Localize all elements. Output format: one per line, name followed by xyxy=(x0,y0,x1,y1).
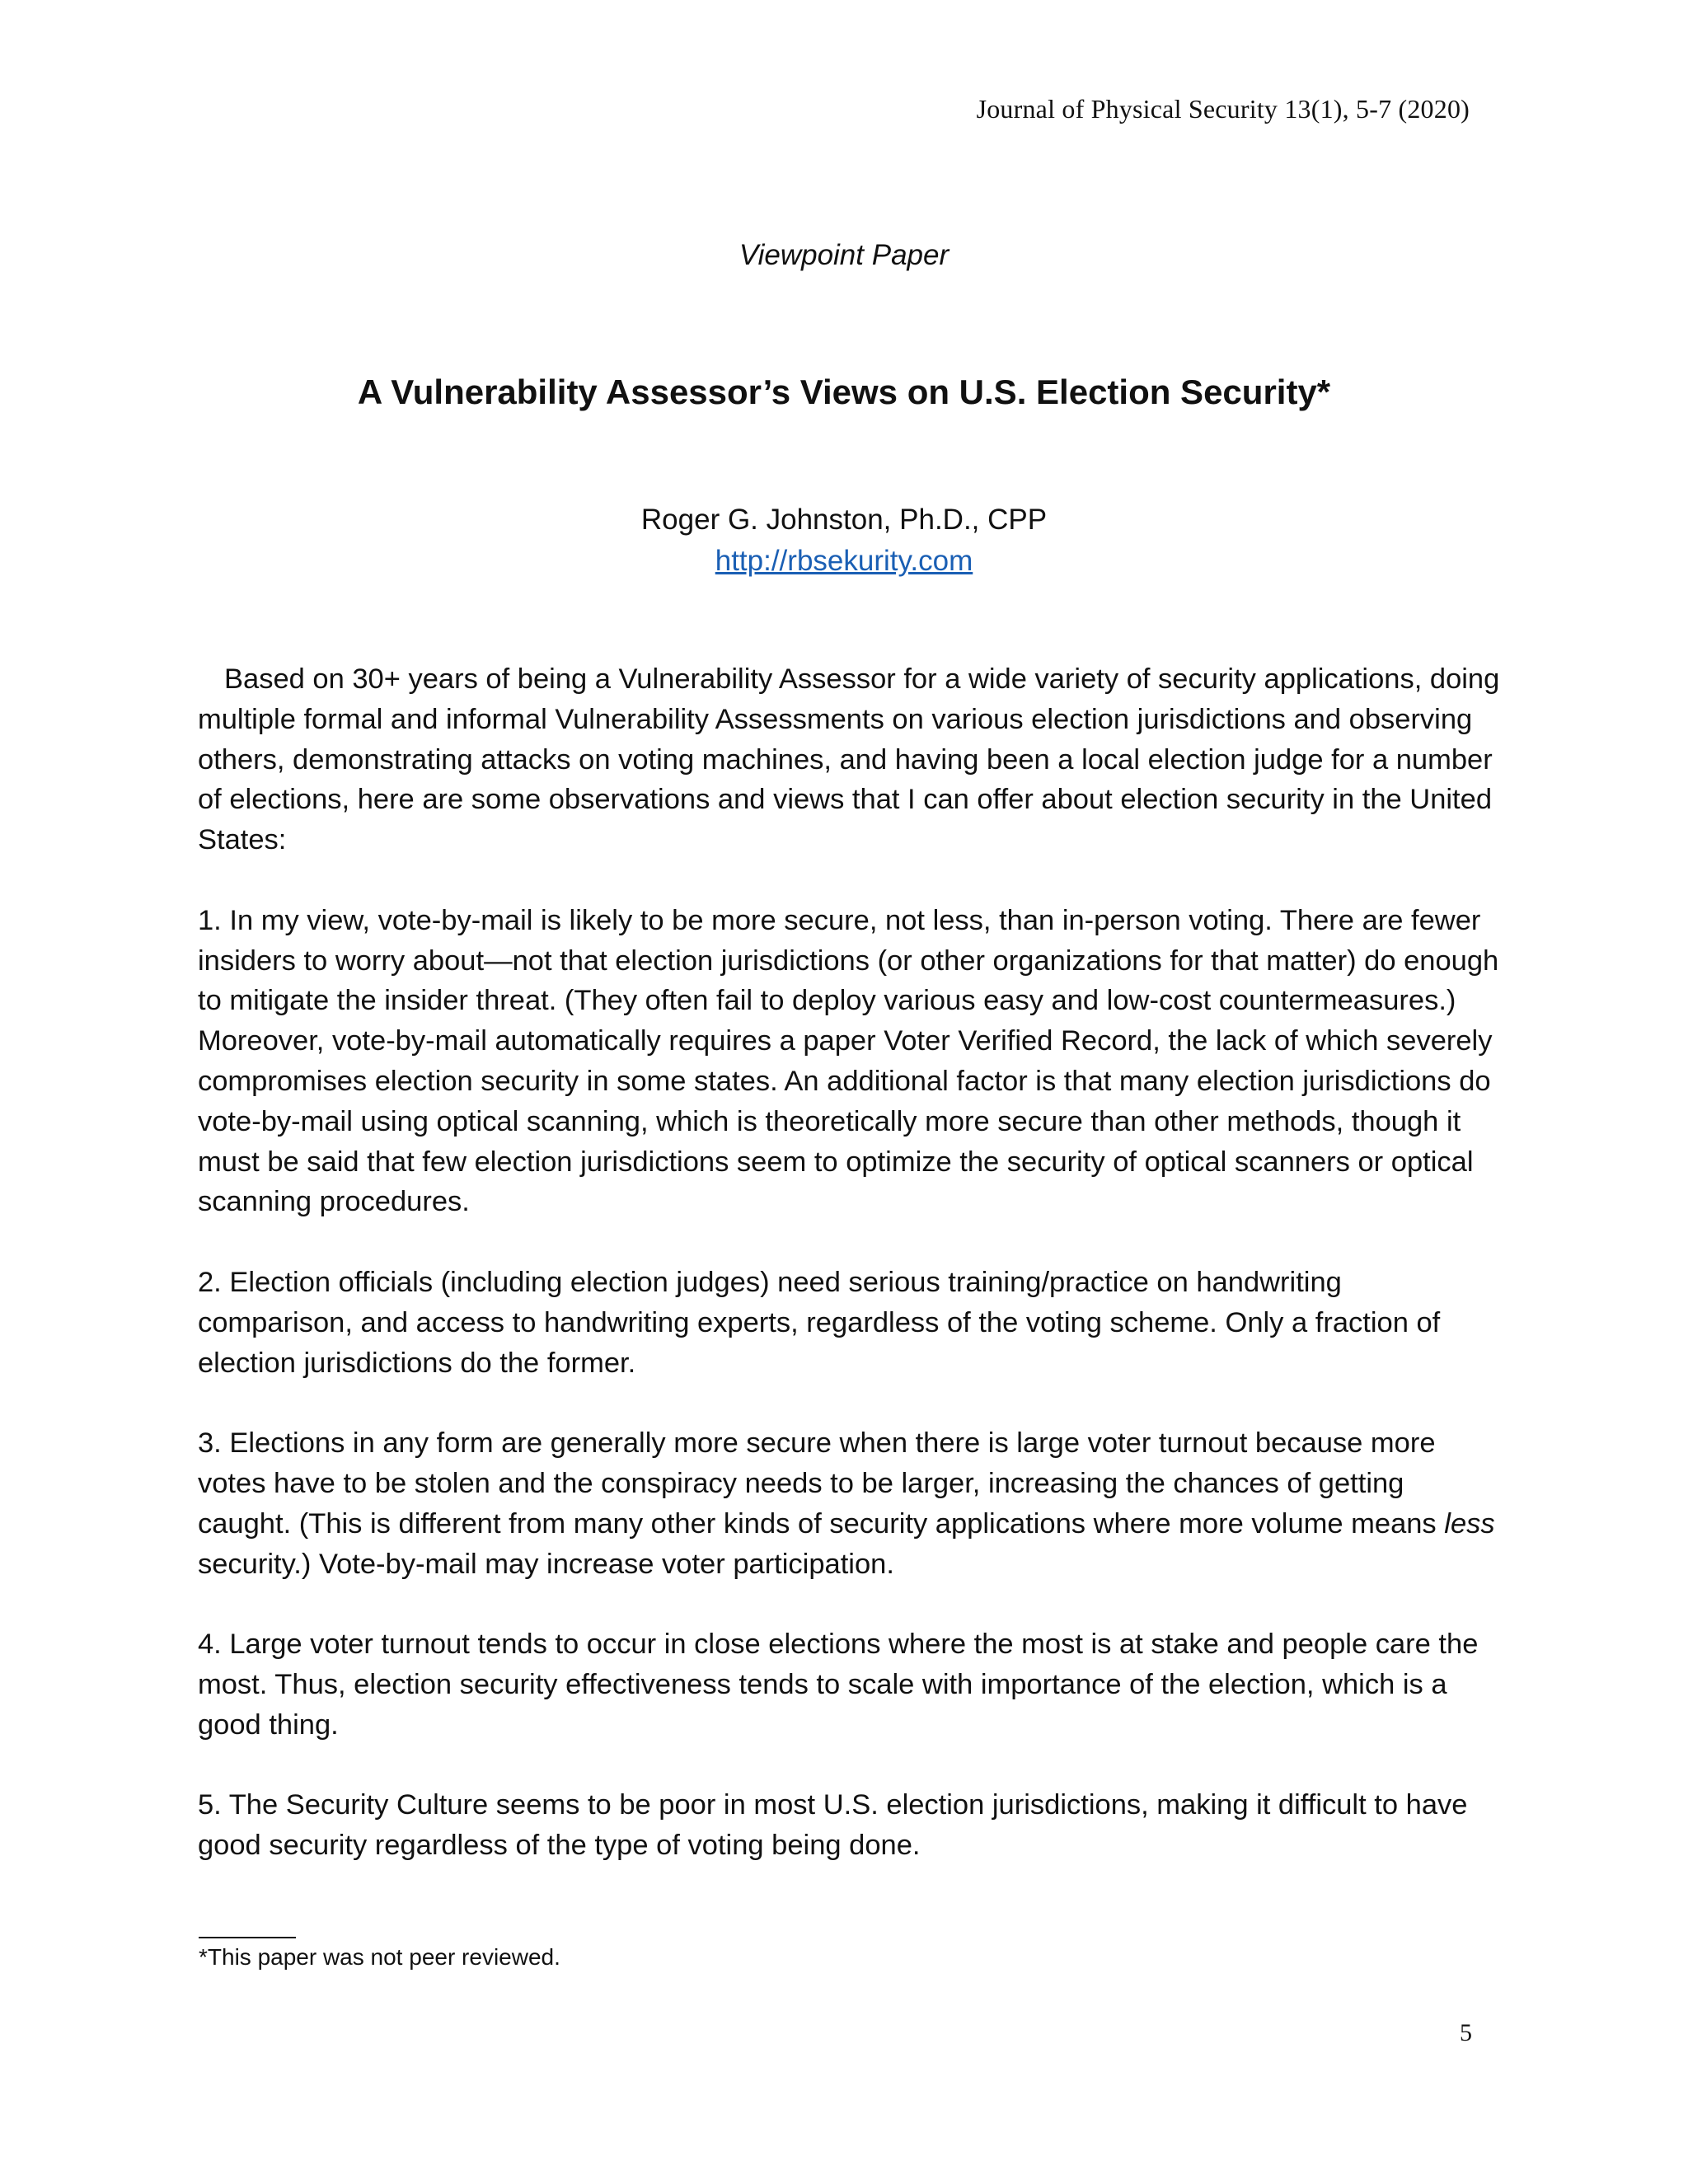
author-name: Roger G. Johnston, Ph.D., CPP xyxy=(640,504,1048,536)
point-5-paragraph: 5. The Security Culture seems to be poor in most U.S. election jurisdictions, making it difficult to have good security regardless of the type of voting being done. xyxy=(198,1789,1468,1862)
paper-type-label: Viewpoint Paper xyxy=(738,239,950,271)
point-1-paragraph: 1. In my view, vote-by-mail is likely to be more secure, not less, than in-person voting. There are fewer insiders to worry about—not that election jurisdictions (or other organizations for that matter) do enough to mitigate the insider threat. (They often fail to deploy various easy and low-cost countermeasures.) Moreover, vote-by-mail automatically requires a paper Voter Verified Record, the lack of which severely compromises election security in some states. An additional factor is that many election jurisdictions do vote-by-mail using optical scanning, which is theoretically more secure than other methods, though it must be said that few election jurisdictions seem to optimize the security of optical scanners or optical scanning procedures. xyxy=(198,904,1499,1218)
point-3-text-start: 3. Elections in any form are generally more secure when there is large voter turnout because more votes have to be stolen and the conspiracy needs to be larger, increasing the chances of getting caught. (This is different from many other kinds of security applications where more volume means xyxy=(198,1427,1445,1540)
point-3-text-end: security.) Vote-by-mail may increase voter participation. xyxy=(198,1548,894,1580)
author-block xyxy=(0,499,1688,582)
point-3-paragraph xyxy=(198,1423,1500,1584)
intro-paragraph: Based on 30+ years of being a Vulnerability Assessor for a wide variety of security applications, doing multiple formal and informal Vulnerability Assessments on various election jurisdictions and observing others, demonstrating attacks on voting machines, and having been a local election judge for a number of elections, here are some observations and views that I can offer about election security in the United States: xyxy=(198,663,1500,856)
point-2-paragraph: 2. Election officials (including election judges) need serious training/practice on handwriting comparison, and access to handwriting experts, regardless of the voting scheme. Only a fraction of election jurisdictions do the former. xyxy=(198,1266,1441,1379)
author-website-link[interactable]: http://rbsekurity.com xyxy=(715,545,973,577)
journal-header: Journal of Physical Security 13(1), 5-7 (2020) xyxy=(976,94,1470,124)
paper-title: A Vulnerability Assessor’s Views on U.S. Election Security* xyxy=(357,373,1331,411)
point-3-emphasis: less xyxy=(1444,1507,1495,1540)
footnote-divider xyxy=(199,1937,296,1938)
footnote: *This paper was not peer reviewed. xyxy=(199,1944,560,1970)
point-4-paragraph: 4. Large voter turnout tends to occur in close elections where the most is at stake and people care the most. Thus, election security effectiveness tends to scale with importance of the election, which is a good thing. xyxy=(198,1629,1479,1741)
page-number: 5 xyxy=(1460,2019,1472,2046)
article-body xyxy=(198,659,1500,1906)
